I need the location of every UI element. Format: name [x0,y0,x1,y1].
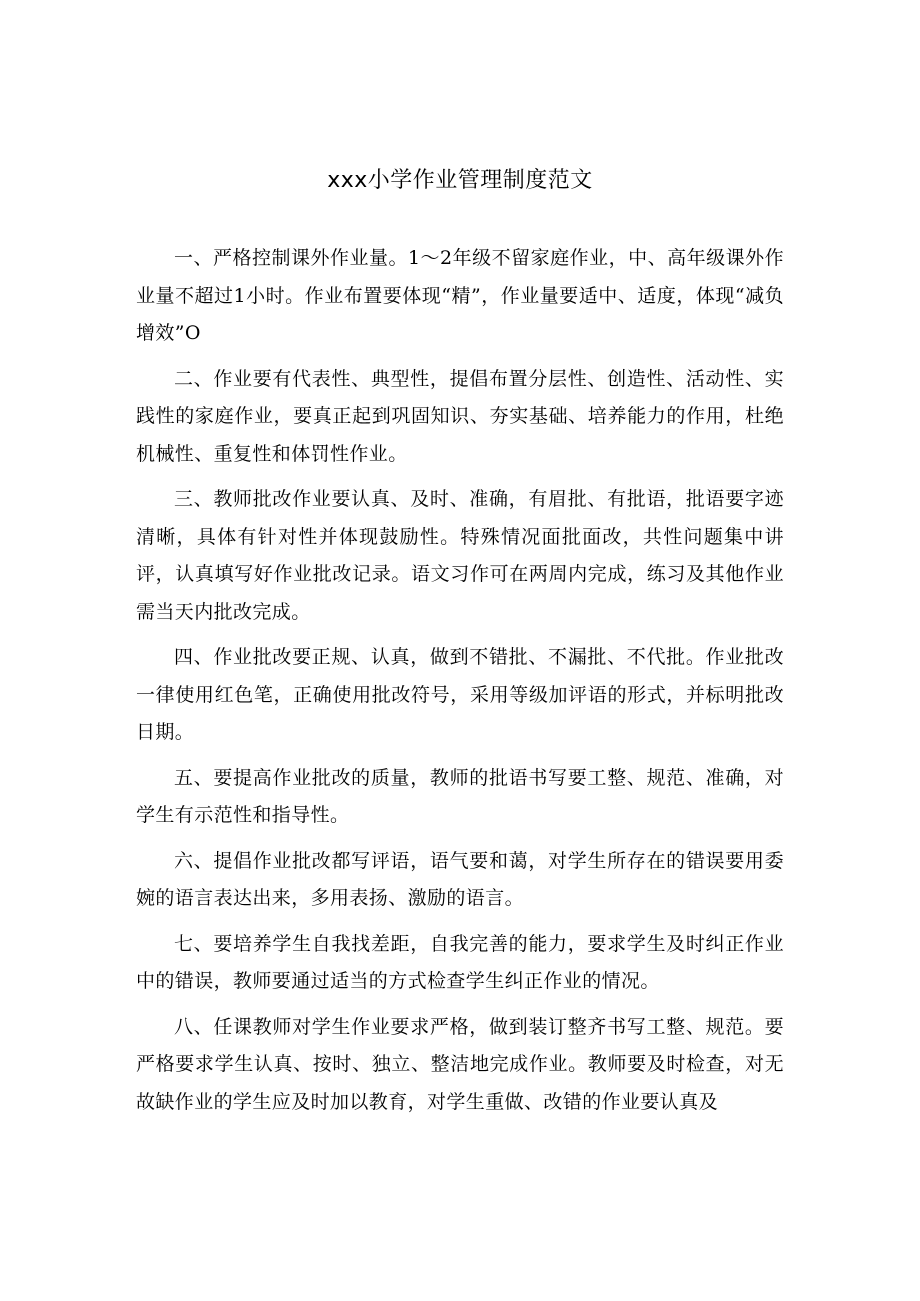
paragraph-6: 六、提倡作业批改都写评语，语气要和蔼，对学生所存在的错误要用委婉的语言表达出来，多用表扬、激励的语言。 [136,849,784,909]
paragraph-3: 三、教师批改作业要认真、及时、准确，有眉批、有批语，批语要字迹清晰，具体有针对性并体现鼓励性。特殊情况面批面改，共性问题集中讲评，认真填写好作业批改记录。语文习作可在两周内完成，练习及其他作业需当天内批改完成。 [136,488,784,623]
paragraph-2: 二、作业要有代表性、典型性，提倡布置分层性、创造性、活动性、实践性的家庭作业，要真正起到巩固知识、夯实基础、培养能力的作用，杜绝机械性、重复性和体罚性作业。 [136,367,784,465]
paragraph-4: 四、作业批改要正规、认真，做到不错批、不漏批、不代批。作业批改一律使用红色笔，正确使用批改符号，采用等级加评语的形式，并标明批改日期。 [136,646,784,743]
paragraph-5: 五、要提高作业批改的质量，教师的批语书写要工整、规范、准确，对学生有示范性和指导性。 [136,766,784,826]
paragraph-1: 一、严格控制课外作业量。1～2年级不留家庭作业，中、高年级课外作业量不超过1小时。作业布置要体现“精”，作业量要适中、适度，体现“减负增效”O [136,247,784,344]
paragraph-8: 八、任课教师对学生作业要求严格，做到装订整齐书写工整、规范。要严格要求学生认真、按时、独立、整洁地完成作业。教师要及时检查，对无故缺作业的学生应及时加以教育，对学生重做、改错的作业要认真及 [136,1015,784,1113]
document-title: xxx小学作业管理制度范文 [327,168,593,193]
document-body [136,240,784,1129]
paragraph-7: 七、要培养学生自我找差距，自我完善的能力，要求学生及时纠正作业中的错误，教师要通过适当的方式检查学生纠正作业的情况。 [136,932,784,992]
